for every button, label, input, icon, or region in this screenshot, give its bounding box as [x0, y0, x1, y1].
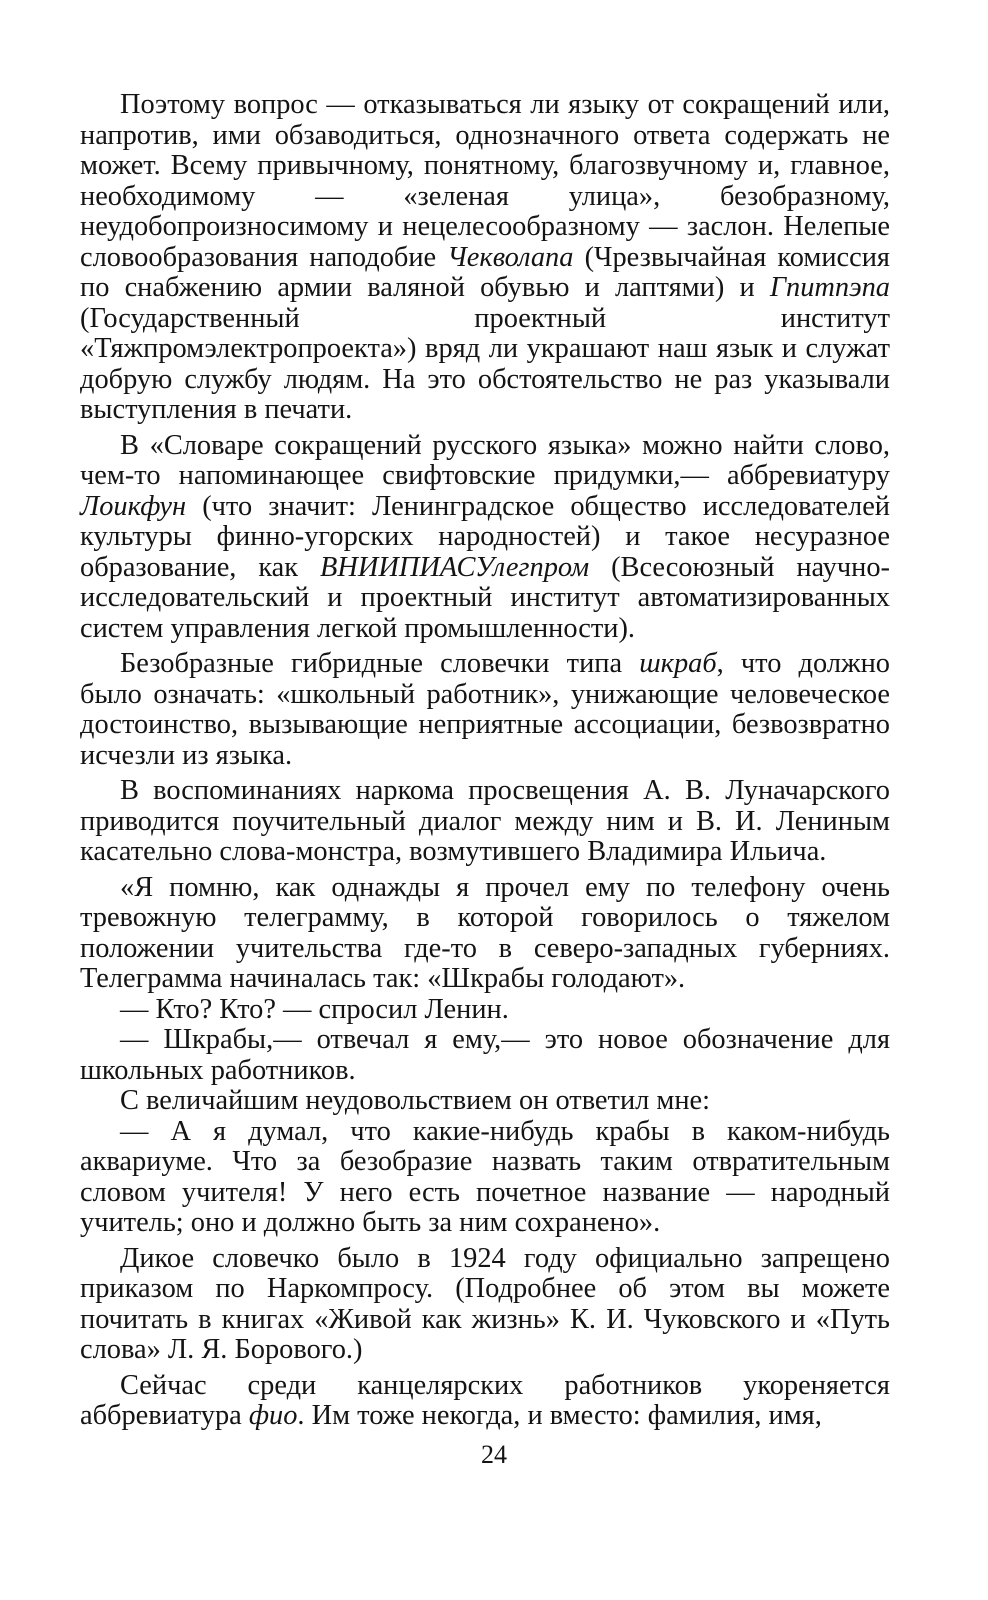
- text-run: (Чрезвычайная комиссия по снабжению армии валяной обувью и лаптями) и: [80, 241, 890, 303]
- text-run: . Им тоже некогда, и вместо: фамилия, имя,: [297, 1400, 822, 1431]
- italic-term: Гпитпэпа: [769, 272, 890, 303]
- paragraph: [80, 995, 890, 1026]
- text-run: В воспоминаниях наркома просвещения А. В. Луначарского приводится поучительный диалог между ним и В. И. Лениным касательно слова-монстра, возмутившего Владимира Ильича.: [80, 775, 890, 867]
- text-run: «Я помню, как однажды я прочел ему по телефону очень тревожную телеграмму, в которой говорилось о тяжелом положении учительства где-то в северо-западных губерниях. Телеграмма начиналась так: «Шкрабы голодают».: [80, 871, 890, 994]
- text-run: Дикое словечко было в 1924 году официально запрещено приказом по Наркомпросу. (Подробнее об этом вы можете почитать в книгах «Живой как жизнь» К. И. Чуковского и «Путь слова» Л. Я. Борового.): [80, 1242, 890, 1365]
- paragraph: [80, 649, 890, 771]
- text-run: Поэтому вопрос — отказываться ли языку от сокращений или, напротив, ими обзаводиться, однозначного ответа содержать не может. Всему привычному, понятному, благозвучному и, главное, необходимому — «зеленая улица», безобразному, неудобопроизносимому и нецелесообразному — заслон. Нелепые словообразования наподобие: [80, 89, 890, 273]
- text-run: Безобразные гибридные словечки типа: [120, 648, 640, 679]
- paragraph: [80, 90, 890, 426]
- paragraph: [80, 431, 890, 645]
- text-run: (что значит: Ленинградское общество исследователей культуры финно-угорских народностей) и такое несуразное образование, как: [80, 490, 890, 583]
- text-run: Сейчас среди канцелярских работников укореняется аббревиатура: [80, 1369, 890, 1431]
- paragraph: [80, 1244, 890, 1366]
- italic-term: Лоикфун: [80, 490, 187, 522]
- italic-term: ВНИИПИАСУлегпром: [320, 551, 590, 583]
- text-run: — Кто? Кто? — спросил Ленин.: [120, 993, 509, 1025]
- italic-term: Чекволапа: [447, 241, 574, 273]
- text-run: (Государственный проектный институт «Тяжпромэлектропроекта») вряд ли украшают наш язык и служат добрую службу людям. На это обстоятельство не раз указывали выступления в печати.: [80, 302, 890, 425]
- italic-term: фио: [248, 1400, 298, 1431]
- page-number: 24: [481, 1440, 507, 1469]
- paragraph: [80, 1025, 890, 1086]
- paragraph: [80, 1086, 890, 1117]
- text-run: — Шкрабы,— отвечал я ему,— это новое обозначение для школьных работников.: [80, 1024, 890, 1086]
- italic-term: шкраб: [639, 648, 717, 679]
- paragraph: [80, 1117, 890, 1239]
- text-run: , что должно было означать: «школьный работник», унижающие человеческое достоинство, вызывающие неприятные ассоциации, безвозвратно исчезли из языка.: [80, 648, 890, 771]
- text-run: В «Словаре сокращений русского языка» можно найти слово, чем-то напоминающее свифтовские придумки,— аббревиатуру: [80, 429, 890, 491]
- paragraph: [80, 776, 890, 868]
- paragraph: [80, 873, 890, 995]
- text-run: — А я думал, что какие-нибудь крабы в каком-нибудь аквариуме. Что за безобразие назвать таким отвратительным словом учителя! У него есть почетное название — народный учитель; оно и должно быть за ним сохранено».: [80, 1115, 890, 1238]
- text-run: (Всесоюзный научно-исследовательский и проектный институт автоматизированных систем управления легкой промышленности).: [80, 551, 890, 644]
- text-run: С величайшим неудовольствием он ответил мне:: [120, 1085, 711, 1116]
- page-body: [80, 90, 890, 1437]
- paragraph: [80, 1371, 890, 1432]
